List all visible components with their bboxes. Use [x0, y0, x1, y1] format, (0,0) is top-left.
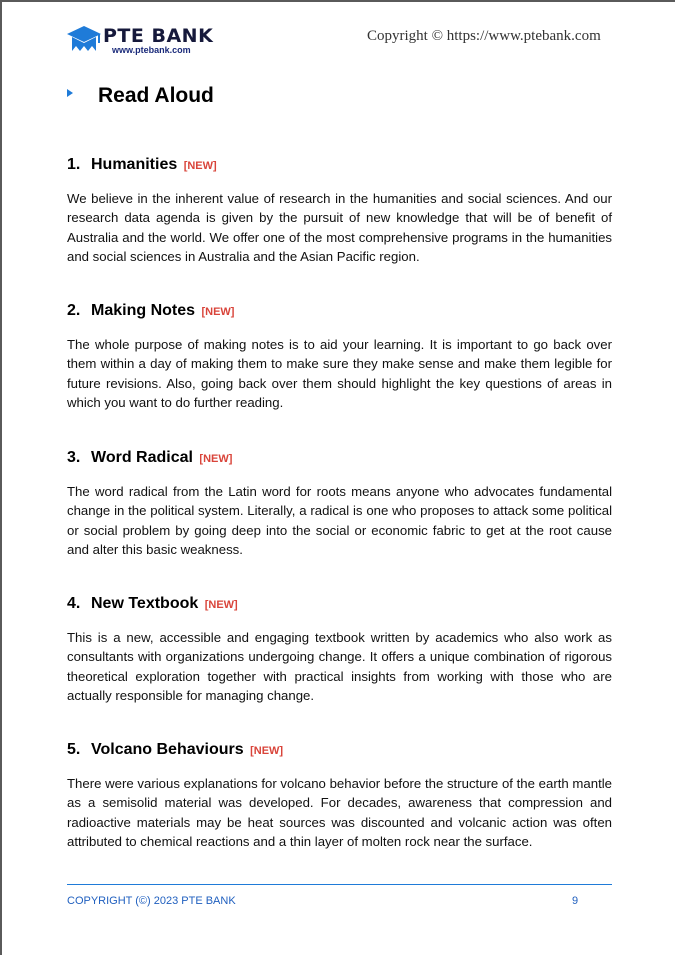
new-badge: [NEW]	[250, 745, 284, 757]
item-number: 3.	[67, 449, 81, 466]
list-item	[67, 740, 612, 852]
item-title-text: Humanities	[91, 156, 178, 173]
page-left-edge	[0, 0, 2, 955]
logo-name: PTE BANK	[103, 25, 214, 47]
item-number: 4.	[67, 595, 81, 612]
new-badge: [NEW]	[199, 453, 233, 465]
list-item	[67, 301, 612, 413]
pte-bank-logo	[66, 25, 216, 57]
page-number: 9	[572, 895, 579, 907]
graduation-cap-icon	[66, 25, 102, 55]
item-body: This is a new, accessible and engaging textbook written by academics who also work as consultants with organizations undergoing change. It offers a unique combination of rigorous theoretical exploration together with practical insights from working with those who are actually responsible for managing change.	[67, 630, 612, 704]
item-title	[67, 155, 612, 175]
list-item	[67, 448, 612, 560]
item-number: 2.	[67, 302, 81, 319]
item-body: We believe in the inherent value of research in the humanities and social sciences. And our research data agenda is given by the pursuit of new knowledge that will be of benefit of Australia and the world. We offer one of the most comprehensive programs in the humanities and social sciences in Australia and the Asian Pacific region.	[67, 191, 612, 265]
footer-divider	[67, 884, 612, 885]
page-top-edge	[0, 0, 675, 2]
logo-url: www.ptebank.com	[112, 45, 191, 55]
section-title: Read Aloud	[98, 84, 214, 107]
new-badge: [NEW]	[201, 306, 235, 318]
item-body: There were various explanations for volcano behavior before the structure of the earth mantle as a semisolid material was developed. For decades, awareness that compression and radioactive materials may be heat sources was discounted and volcanic action was often attributed to chemical reactions and a thin layer of molten rock near the surface.	[67, 776, 612, 850]
item-number: 5.	[67, 741, 81, 758]
list-item	[67, 594, 612, 706]
footer-copyright: COPYRIGHT (©) 2023 PTE BANK	[67, 895, 236, 907]
item-title	[67, 301, 612, 321]
new-badge: [NEW]	[204, 599, 238, 611]
item-title	[67, 594, 612, 614]
item-number: 1.	[67, 156, 81, 173]
item-title-text: Volcano Behaviours	[91, 741, 244, 758]
item-title-text: New Textbook	[91, 595, 199, 612]
item-body: The whole purpose of making notes is to aid your learning. It is important to go back over them within a day of making them to make sure they make sense and make them legible for future revisions. Also, going back over them should highlight the key questions of areas in which you want to do further reading.	[67, 337, 612, 411]
list-item	[67, 155, 612, 267]
item-title-text: Making Notes	[91, 302, 196, 319]
item-body: The word radical from the Latin word for roots means anyone who advocates fundamental change in the political system. Literally, a radical is one who proposes to attack some political or social problem by going deep into the social or economic fabric to get at the root cause and alter this basic weakness.	[67, 484, 612, 558]
item-title	[67, 448, 612, 468]
new-badge: [NEW]	[183, 160, 217, 172]
item-title	[67, 740, 612, 760]
triangle-bullet-icon	[67, 89, 73, 97]
header-copyright: Copyright © https://www.ptebank.com	[367, 28, 601, 44]
item-title-text: Word Radical	[91, 449, 193, 466]
